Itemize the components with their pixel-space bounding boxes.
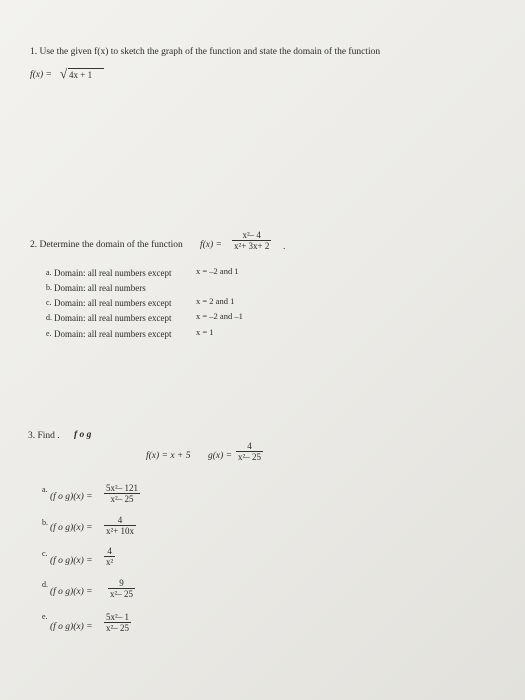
q2-period: . xyxy=(283,242,286,252)
q3-option-b-numerator: 4 xyxy=(104,515,136,526)
q2-numerator: x²– 4 xyxy=(232,230,271,241)
q2-prompt: 2. Determine the domain of the function xyxy=(30,240,183,250)
q1-radical-sign: √ xyxy=(60,66,68,81)
q2-option-c-text[interactable]: Domain: all real numbers except xyxy=(54,298,172,308)
q2-fraction xyxy=(232,230,271,251)
q3-option-a-letter[interactable]: a. xyxy=(42,485,48,494)
q3-g-denominator: x²– 25 xyxy=(238,452,261,462)
q3-prompt: 3. Find . xyxy=(28,431,60,441)
q3-option-d-denominator: x²– 25 xyxy=(110,589,133,599)
q2-option-e-text[interactable]: Domain: all real numbers except xyxy=(54,329,172,339)
q3-option-e-fraction xyxy=(104,612,131,633)
q3-fog-label: f o g xyxy=(74,430,92,440)
q3-option-b-denominator: x²+ 10x xyxy=(106,526,135,536)
q3-option-b-lhs[interactable]: (f o g)(x) = xyxy=(50,523,93,533)
q3-f-definition: f(x) = x + 5 xyxy=(146,451,191,461)
q3-option-b-letter[interactable]: b. xyxy=(42,518,48,527)
q3-option-a-lhs[interactable]: (f o g)(x) = xyxy=(50,492,93,502)
q2-function-lhs: f(x) = xyxy=(200,240,222,250)
q3-option-c-numerator: 4 xyxy=(104,546,115,557)
q3-option-c-fraction xyxy=(104,546,115,567)
q1-function-lhs: f(x) = xyxy=(30,70,52,80)
q2-option-b-text[interactable]: Domain: all real numbers xyxy=(54,283,146,293)
q3-option-e-lhs[interactable]: (f o g)(x) = xyxy=(50,622,93,632)
q2-option-d-letter[interactable]: d. xyxy=(46,313,52,322)
q3-option-e-denominator: x²– 25 xyxy=(106,623,129,633)
q2-denominator: x²+ 3x+ 2 xyxy=(234,241,270,251)
q3-option-c-letter[interactable]: c. xyxy=(42,549,48,558)
q2-option-e-letter[interactable]: e. xyxy=(46,329,52,338)
q1-radical-bar xyxy=(68,68,104,69)
q3-option-d-numerator: 9 xyxy=(108,578,135,589)
q3-g-numerator: 4 xyxy=(236,441,263,452)
q3-option-d-fraction xyxy=(108,578,135,599)
q1-radicand: 4x + 1 xyxy=(69,70,93,80)
q2-option-d-text[interactable]: Domain: all real numbers except xyxy=(54,313,172,323)
q3-option-d-letter[interactable]: d. xyxy=(42,580,48,589)
q3-option-b-fraction xyxy=(104,515,136,536)
q2-option-e-condition: x = 1 xyxy=(196,327,214,337)
q3-option-a-numerator: 5x²– 121 xyxy=(106,483,138,493)
q3-option-a-denominator: x²– 25 xyxy=(110,494,134,504)
q2-option-b-letter[interactable]: b. xyxy=(46,283,52,292)
q3-option-a-fraction xyxy=(104,483,140,504)
q3-option-d-lhs[interactable]: (f o g)(x) = xyxy=(50,587,93,597)
q2-option-c-condition: x = 2 and 1 xyxy=(196,296,235,306)
q2-option-a-condition: x = –2 and 1 xyxy=(196,266,239,276)
q3-option-c-denominator: x² xyxy=(106,557,114,567)
q3-option-e-numerator: 5x²– 1 xyxy=(106,612,129,622)
q2-option-c-letter[interactable]: c. xyxy=(46,298,52,307)
q3-option-e-letter[interactable]: e. xyxy=(42,612,48,621)
q3-g-lhs: g(x) = xyxy=(208,451,233,461)
q1-prompt: 1. Use the given f(x) to sketch the graph of the function and state the domain of the function xyxy=(30,47,381,57)
q3-option-c-lhs[interactable]: (f o g)(x) = xyxy=(50,556,93,566)
q2-option-d-condition: x = –2 and –1 xyxy=(196,311,243,321)
q2-option-a-text[interactable]: Domain: all real numbers except xyxy=(54,268,172,278)
q2-option-a-letter[interactable]: a. xyxy=(46,268,52,277)
q3-g-fraction xyxy=(236,441,263,462)
